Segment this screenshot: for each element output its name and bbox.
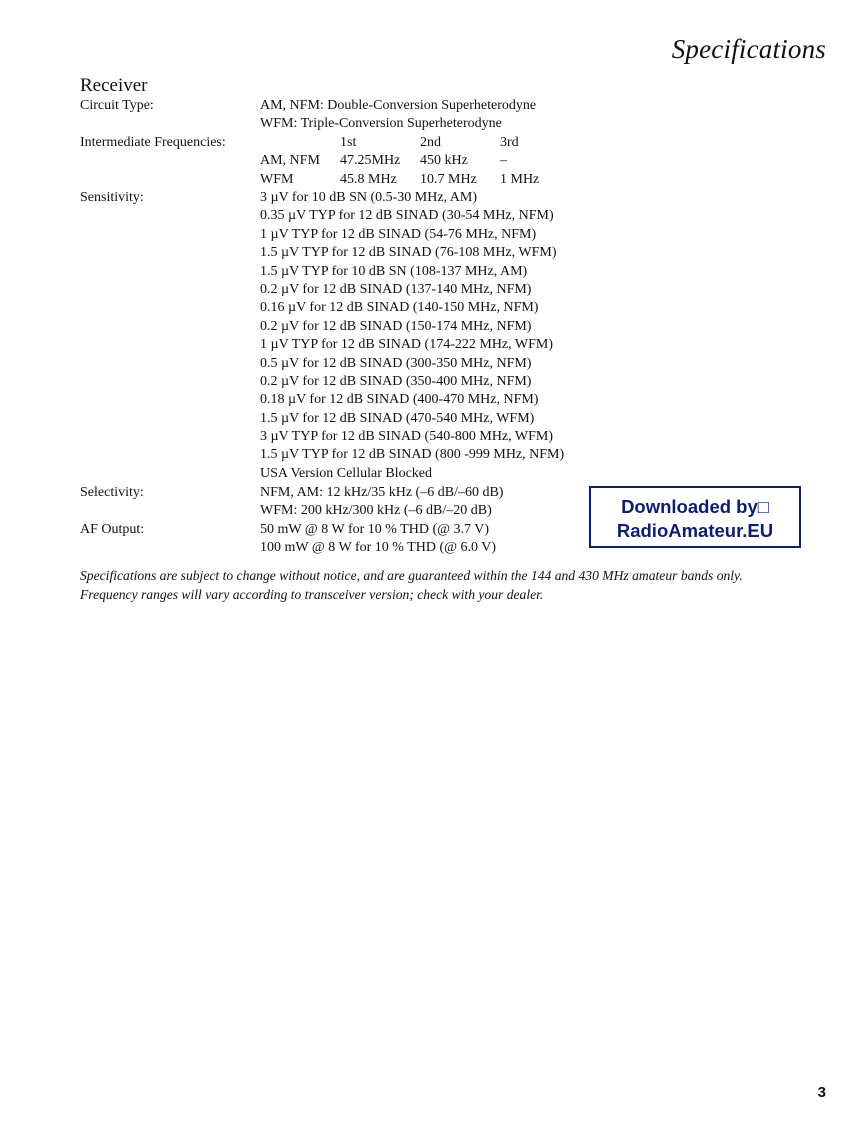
if-header-2nd: 2nd (420, 135, 441, 150)
circuit-type-label: Circuit Type: (80, 98, 154, 113)
if-row-third: – (500, 153, 507, 168)
sensitivity-line: 1.5 µV TYP for 12 dB SINAD (800 -999 MHz, NFM) (260, 447, 565, 463)
sensitivity-line: 1.5 µV TYP for 10 dB SN (108-137 MHz, AM) (260, 263, 528, 279)
sensitivity-line: 1 µV TYP for 12 dB SINAD (54-76 MHz, NFM) (260, 226, 537, 242)
circuit-type-value (260, 97, 536, 134)
if-row-first: 45.8 MHz (340, 172, 397, 187)
sensitivity-line: USA Version Cellular Blocked (260, 465, 433, 481)
sensitivity-value (260, 189, 564, 483)
sensitivity-line: 1 µV TYP for 12 dB SINAD (174-222 MHz, WFM) (260, 337, 553, 353)
if-row-second: 10.7 MHz (420, 172, 477, 187)
if-header-3rd: 3rd (500, 135, 519, 150)
sensitivity-line: 0.18 µV for 12 dB SINAD (400-470 MHz, NFM) (260, 392, 539, 408)
selectivity-value (260, 484, 503, 521)
selectivity-line: NFM, AM: 12 kHz/35 kHz (–6 dB/–60 dB) (260, 485, 504, 500)
if-row-mode: WFM (260, 172, 294, 187)
selectivity-line: WFM: 200 kHz/300 kHz (–6 dB/–20 dB) (260, 503, 492, 519)
if-row-third: 1 MHz (500, 172, 540, 187)
sensitivity-label: Sensitivity: (80, 190, 144, 205)
stamp-line-1: Downloaded by□ (621, 496, 769, 517)
if-row-first: 47.25MHz (340, 153, 401, 168)
sensitivity-line: 0.2 µV for 12 dB SINAD (137-140 MHz, NFM) (260, 281, 532, 297)
selectivity-label: Selectivity: (80, 485, 144, 500)
circuit-type-line: AM, NFM: Double-Conversion Superheterodyne (260, 98, 537, 113)
sensitivity-line: 1.5 µV TYP for 12 dB SINAD (76-108 MHz, WFM) (260, 245, 557, 261)
stamp-line-2: RadioAmateur.EU (616, 520, 774, 541)
specifications-note (80, 566, 743, 604)
sensitivity-line: 3 µV TYP for 12 dB SINAD (540-800 MHz, WFM) (260, 429, 553, 445)
page-header-title: Specifications (671, 34, 826, 64)
sensitivity-line: 3 µV for 10 dB SN (0.5-30 MHz, AM) (260, 190, 478, 205)
af-output-label: AF Output: (80, 522, 145, 537)
if-row-mode: AM, NFM (260, 153, 320, 168)
sensitivity-line: 1.5 µV for 12 dB SINAD (470-540 MHz, WFM) (260, 410, 535, 426)
af-output-line: 100 mW @ 8 W for 10 % THD (@ 6.0 V) (260, 540, 497, 556)
note-line-2: Frequency ranges will vary according to transceiver version; check with your dealer. (80, 587, 544, 602)
section-title: Receiver (80, 75, 148, 96)
if-label: Intermediate Frequencies: (80, 135, 226, 150)
if-header-1st: 1st (340, 135, 357, 150)
af-output-value (260, 521, 496, 558)
af-output-line: 50 mW @ 8 W for 10 % THD (@ 3.7 V) (260, 522, 490, 537)
sensitivity-line: 0.5 µV for 12 dB SINAD (300-350 MHz, NFM) (260, 355, 532, 371)
page-number: 3 (817, 1084, 826, 1101)
sensitivity-line: 0.16 µV for 12 dB SINAD (140-150 MHz, NFM) (260, 300, 539, 316)
note-line-1: Specifications are subject to change without notice, and are guaranteed within the 144 and 430 MHz amateur bands only. (80, 568, 743, 583)
downloaded-by-stamp (589, 486, 801, 548)
sensitivity-line: 0.35 µV TYP for 12 dB SINAD (30-54 MHz, NFM) (260, 208, 554, 224)
circuit-type-line: WFM: Triple-Conversion Superheterodyne (260, 116, 502, 132)
sensitivity-line: 0.2 µV for 12 dB SINAD (150-174 MHz, NFM) (260, 318, 532, 334)
sensitivity-line: 0.2 µV for 12 dB SINAD (350-400 MHz, NFM) (260, 373, 532, 389)
if-row-second: 450 kHz (420, 153, 468, 168)
